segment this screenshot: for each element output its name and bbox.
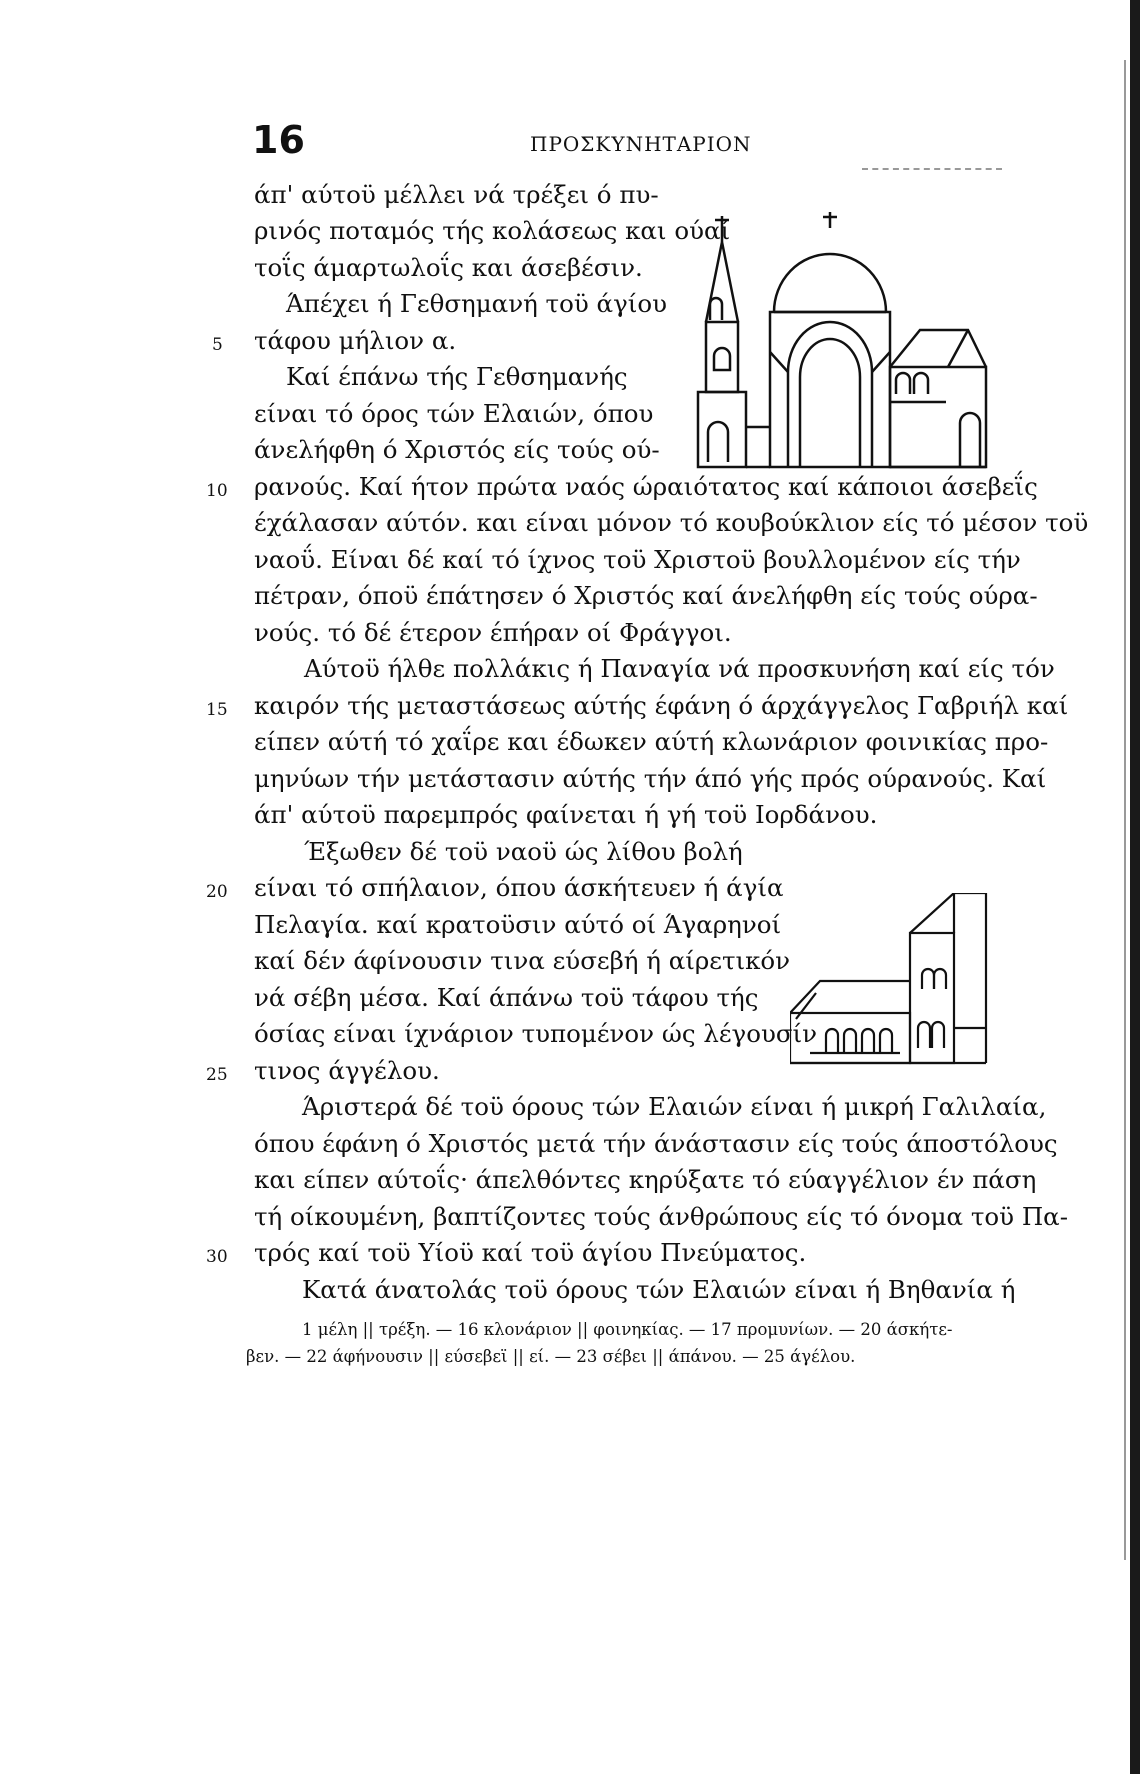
text-line: νούς. τό δέ έτερον έπήραν οί Φράγγοι.: [254, 618, 732, 647]
text-line: έχάλασαν αύτόν. και είναι μόνον τό κουβούκλιον είς τό μέσον τοϋ: [254, 508, 1089, 537]
page-edge-line: [1124, 60, 1126, 1560]
text-line: άπ' αύτοϋ μέλλει νά τρέξει ό πυ-: [254, 180, 659, 209]
church-illustration: [690, 212, 990, 474]
text-line: Καί έπάνω τής Γεθσημανής: [286, 362, 628, 391]
line-number: 25: [206, 1065, 228, 1085]
text-line: ρινός ποταμός τής κολάσεως και ούαί: [254, 216, 731, 245]
text-line: Κατά άνατολάς τοϋ όρους τών Ελαιών είναι ή Βηθανία ή: [302, 1275, 1016, 1304]
page-number: 16: [252, 118, 305, 162]
text-line: Άριστερά δέ τοϋ όρους τών Ελαιών είναι ή μικρή Γαλιλαία,: [302, 1092, 1047, 1121]
text-line: νά σέβη μέσα. Καί άπάνω τοϋ τάφου τής: [254, 983, 759, 1012]
text-line: Άπέχει ή Γεθσημανή τοϋ άγίου: [286, 289, 667, 318]
text-line: καί δέν άφίνουσιν τινα εύσεβή ή αίρετικόν: [254, 946, 791, 975]
text-line: τοΐς άμαρτωλοΐς και άσεβέσιν.: [254, 253, 643, 282]
text-line: τάφου μήλιον α.: [254, 326, 457, 355]
line-number: 20: [206, 882, 228, 902]
text-line: όσίας είναι ίχνάριον τυπομένον ώς λέγουσίν: [254, 1019, 818, 1048]
line-number: 15: [206, 700, 228, 720]
text-line: Αύτοϋ ήλθε πολλάκις ή Παναγία νά προσκυνήση καί είς τόν: [304, 654, 1055, 683]
text-line: Πελαγία. καί κρατοϋσιν αύτό οί Άγαρηνοί: [254, 910, 782, 939]
text-line: τρός καί τοϋ Υίοϋ καί τοϋ άγίου Πνεύματος.: [254, 1238, 807, 1267]
text-line: καιρόν τής μεταστάσεως αύτής έφάνη ό άρχάγγελος Γαβριήλ καί: [254, 691, 1069, 720]
line-number: 5: [212, 335, 223, 355]
chapel-illustration: [790, 893, 990, 1073]
text-line: άπ' αύτοϋ παρεμπρός φαίνεται ή γή τοϋ Ιορδάνου.: [254, 800, 878, 829]
text-line: Έξωθεν δέ τοϋ ναοϋ ώς λίθου βολή: [304, 837, 743, 866]
text-line: πέτραν, όποϋ έπάτησεν ό Χριστός καί άνελήφθη είς τούς ούρα-: [254, 581, 1038, 610]
text-line: και είπεν αύτοΐς· άπελθόντες κηρύξατε τό εύαγγέλιον έν πάση: [254, 1165, 1037, 1194]
text-line: είναι τό όρος τών Ελαιών, όπου: [254, 399, 654, 428]
text-line: τή οίκουμένη, βαπτίζοντες τούς άνθρώπους είς τό όνομα τοϋ Πα-: [254, 1202, 1069, 1231]
running-head: ΠΡΟΣΚΥΝΗΤΑΡΙΟΝ: [530, 132, 752, 156]
text-line: όπου έφάνη ό Χριστός μετά τήν άνάστασιν είς τούς άποστόλους: [254, 1129, 1058, 1158]
footnote-line: 1 μέλη || τρέξη. — 16 κλονάριον || φοινηκίας. — 17 προμυνίων. — 20 άσκήτε-: [302, 1320, 953, 1339]
text-line: ρανούς. Καί ήτον πρώτα ναός ώραιότατος καί κάποιοι άσεβεΐς: [254, 472, 1038, 501]
text-line: είναι τό σπήλαιον, όπου άσκήτευεν ή άγία: [254, 873, 784, 902]
text-line: ναοΰ. Είναι δέ καί τό ίχνος τοϋ Χριστοϋ βουλλομένον είς τήν: [254, 545, 1021, 574]
header-dash: [862, 168, 1002, 170]
text-line: τινος άγγέλου.: [254, 1056, 440, 1085]
line-number: 10: [206, 481, 228, 501]
line-number: 30: [206, 1247, 228, 1267]
footnote-line: βεν. — 22 άφήνουσιν || εύσεβεϊ || εί. — 23 σέβει || άπάνου. — 25 άγέλου.: [246, 1347, 856, 1366]
text-line: είπεν αύτή τό χαΐρε και έδωκεν αύτή κλωνάριον φοινικίας προ-: [254, 727, 1049, 756]
text-line: άνελήφθη ό Χριστός είς τούς ού-: [254, 435, 660, 464]
text-line: μηνύων τήν μετάστασιν αύτής τήν άπό γής πρός ούρανούς. Καί: [254, 764, 1047, 793]
page-edge: [1130, 0, 1140, 1774]
